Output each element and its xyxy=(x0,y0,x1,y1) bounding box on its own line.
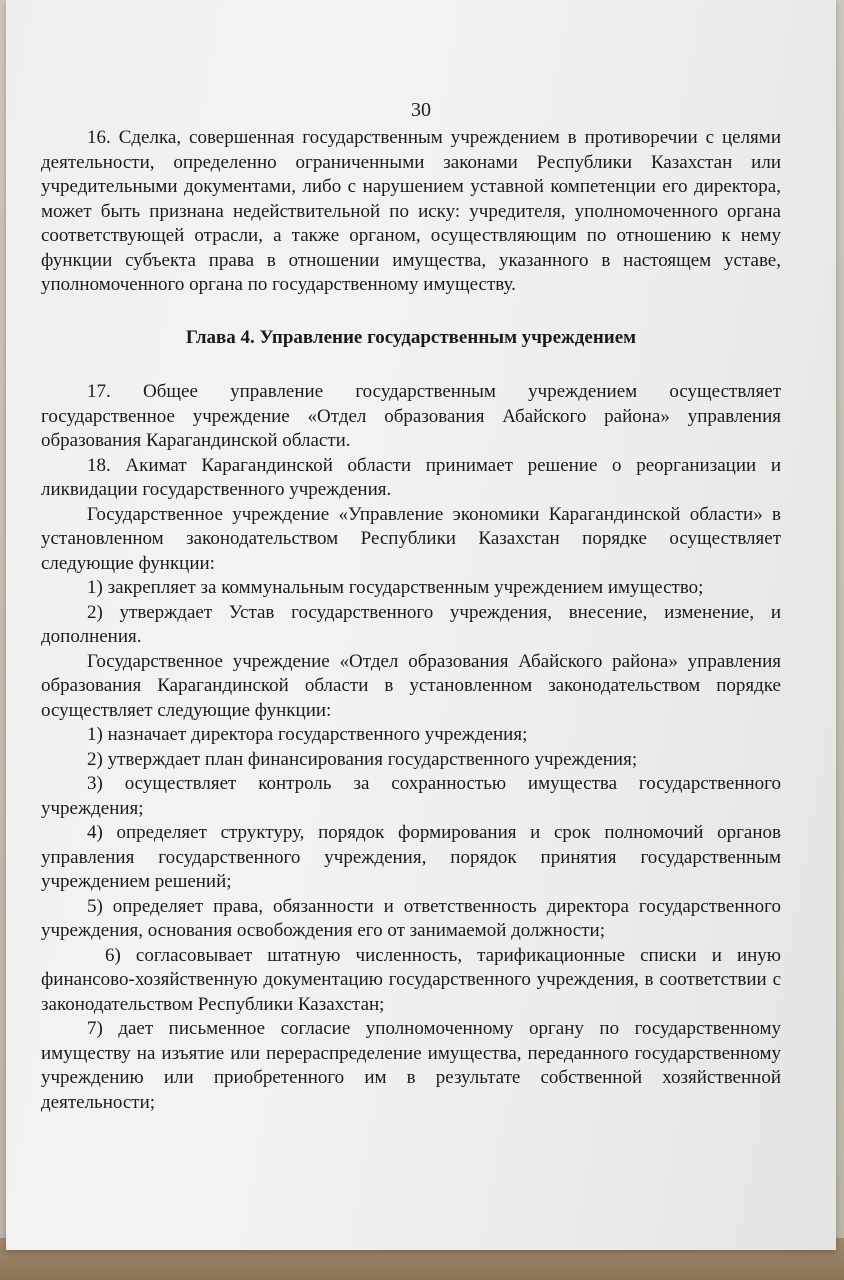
document-body xyxy=(41,126,781,1115)
paragraph-16: 16. Сделка, совершенная государственным учреждением в противоречии с целями деятельности, определенно ограниченными законами Республики Казахстан или учредительными документами, либо с нарушением уставной компетенции его директора, может быть признана недействительной по иску: учредителя, уполномоченного органа соответствующей отрасли, а также органом, осуществляющим по отношению к нему функции субъекта права в отношении имущества, указанного в настоящем уставе, уполномоченного органа по государственному имуществу. xyxy=(41,127,781,295)
list-item-education-7: 7) дает письменное согласие уполномоченному органу по государственному имуществу на изъятие или перераспределение имущества, переданного государственному учреждению или приобретенного им в результате собственной хозяйственной деятельности; xyxy=(41,1018,781,1113)
paragraph-18: 18. Акимат Карагандинской области принимает решение о реорганизации и ликвидации государственного учреждения. xyxy=(41,454,781,500)
page-number: 30 xyxy=(411,99,431,121)
paragraph-education-dept: Государственное учреждение «Отдел образования Абайского района» управления образования Карагандинской области в установленном законодательством порядке осуществляет следующие функции: xyxy=(41,650,781,721)
paragraph-economy-dept: Государственное учреждение «Управление экономики Карагандинской области» в установленном законодательством Республики Казахстан порядке осуществляет следующие функции: xyxy=(41,503,781,574)
list-item-education-2: 2) утверждает план финансирования государственного учреждения; xyxy=(87,748,638,770)
list-item-education-3: 3) осуществляет контроль за сохранностью имущества государственного учреждения; xyxy=(41,773,781,819)
list-item-education-1: 1) назначает директора государственного учреждения; xyxy=(87,724,528,745)
paragraph-17: 17. Общее управление государственным учреждением осуществляет государственное учреждение «Отдел образования Абайского района» управления образования Карагандинской области. xyxy=(41,381,781,451)
list-item-education-4: 4) определяет структуру, порядок формирования и срок полномочий органов управления государственного учреждения, порядок принятия государственным учреждением решений; xyxy=(41,822,781,892)
list-item-economy-2: 2) утверждает Устав государственного учреждения, внесение, изменение, и дополнения. xyxy=(41,601,781,647)
document-page xyxy=(6,0,836,1250)
list-item-economy-1: 1) закрепляет за коммунальным государственным учреждением имущество; xyxy=(87,577,704,598)
list-item-education-5: 5) определяет права, обязанности и ответственность директора государственного учреждения, основания освобождения его от занимаемой должности; xyxy=(41,895,781,941)
chapter-heading: Глава 4. Управление государственным учреждением xyxy=(185,326,637,348)
list-item-education-6: 6) согласовывает штатную численность, тарификационные списки и иную финансово-хозяйственную документацию государственного учреждения, в соответствии с законодательством Республики Казахстан; xyxy=(41,944,781,1015)
